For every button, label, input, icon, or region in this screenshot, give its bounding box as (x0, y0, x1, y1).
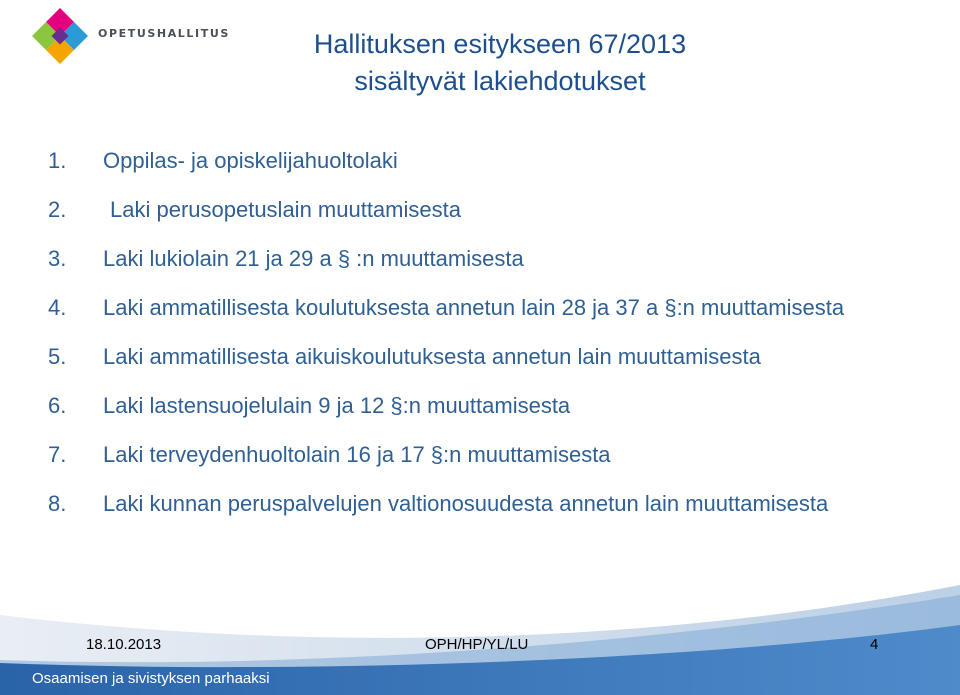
list-number: 4. (48, 295, 67, 320)
list-number: 8. (48, 491, 67, 516)
list-number: 6. (48, 393, 67, 418)
list-text: Laki terveydenhuoltolain 16 ja 17 §:n muuttamisesta (103, 442, 611, 467)
list-item (40, 194, 940, 225)
list-number: 5. (48, 344, 67, 369)
footer-tagline: Osaamisen ja sivistyksen parhaaksi (32, 670, 270, 687)
title-line-2: sisältyvät lakiehdotukset (354, 66, 646, 96)
law-proposal-list (40, 145, 940, 537)
list-text: Laki lastensuojelulain 9 ja 12 §:n muuttamisesta (103, 393, 571, 418)
footer-org-code: OPH/HP/YL/LU (425, 636, 529, 653)
brand-name: OPETUSHALLITUS (98, 27, 230, 40)
list-text: Laki perusopetuslain muuttamisesta (110, 197, 461, 222)
list-number: 2. (48, 197, 67, 222)
page-number: 4 (870, 636, 879, 653)
list-item (40, 390, 940, 421)
list-number: 7. (48, 442, 67, 467)
list-text: Laki kunnan peruspalvelujen valtionosuudesta annetun lain muuttamisesta (103, 491, 829, 516)
list-number: 1. (48, 148, 67, 173)
list-text: Laki ammatillisesta aikuiskoulutuksesta annetun lain muuttamisesta (103, 344, 761, 369)
list-item (40, 439, 940, 470)
list-text: Oppilas- ja opiskelijahuoltolaki (103, 148, 398, 173)
list-text: Laki lukiolain 21 ja 29 a § :n muuttamisesta (103, 246, 524, 271)
list-number: 3. (48, 246, 67, 271)
opetushallitus-logo-icon (30, 6, 90, 66)
footer-date: 18.10.2013 (86, 636, 162, 653)
list-text: Laki ammatillisesta koulutuksesta annetun lain 28 ja 37 a §:n muuttamisesta (103, 295, 845, 320)
list-item (40, 243, 940, 274)
list-item (40, 292, 940, 323)
slide-title (240, 26, 760, 100)
list-item (40, 145, 940, 176)
title-line-1: Hallituksen esitykseen 67/2013 (313, 29, 687, 59)
list-item (40, 488, 940, 519)
list-item (40, 341, 940, 372)
